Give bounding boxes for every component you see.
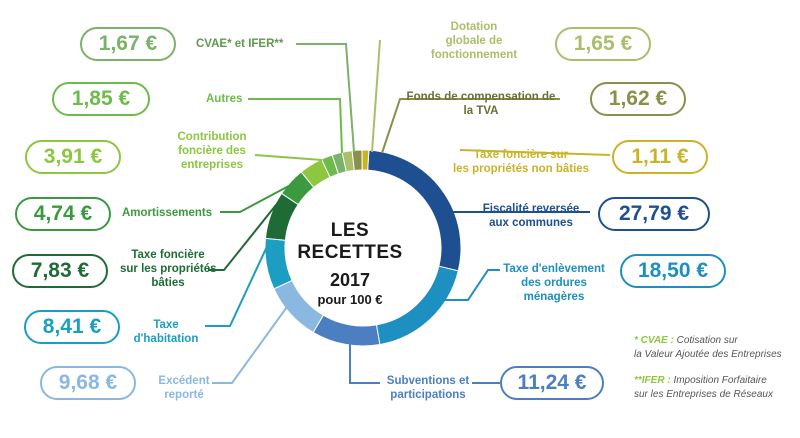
label-tfnb-line2: les propriétés non bâties: [452, 163, 590, 175]
footnote-ifer: [634, 374, 773, 402]
donut-slice-12: [362, 150, 369, 170]
value-pill-sub: 11,24 €: [500, 366, 604, 400]
label-exc-line2: reporté: [164, 389, 204, 401]
donut-center-text: [280, 220, 420, 308]
label-autres: Autres: [206, 93, 243, 105]
footnote-ifer-text2: sur les Entreprises de Réseaux: [634, 389, 773, 400]
leader-autres: [248, 99, 342, 153]
label-dgf-line2: globale de: [445, 35, 503, 47]
center-subtitle: pour 100 €: [317, 292, 383, 307]
footnote-cvae-text2: la Valeur Ajoutée des Entreprises: [634, 349, 782, 360]
label-cfe-line1: Contribution: [177, 131, 247, 143]
label-tfb-line2: sur les propriétés: [120, 263, 217, 275]
label-cfe-line3: entreprises: [180, 159, 243, 171]
label-teom: [494, 262, 614, 304]
value-pill-cvae: 1,67 €: [80, 27, 176, 61]
value-pill-fctva: 1,62 €: [590, 82, 686, 116]
value-pill-th: 8,41 €: [24, 310, 120, 344]
label-tfb-line1: Taxe foncière: [131, 249, 205, 261]
footnote-ifer-key: **IFER :: [634, 375, 671, 386]
label-teom-line2: des ordures: [521, 277, 587, 289]
label-fisc: [472, 202, 590, 230]
value-pill-teom: 18,50 €: [620, 254, 726, 288]
label-amort: Amortissements: [122, 207, 213, 219]
label-dgf-line1: Dotation: [450, 21, 498, 33]
value-pill-exc: 9,68 €: [40, 366, 136, 400]
label-fisc-line2: aux communes: [489, 217, 573, 229]
label-fctva-line2: la TVA: [463, 105, 499, 117]
label-fctva: [406, 90, 556, 118]
label-sub-line1: Subventions et: [386, 375, 470, 387]
value-pill-autres: 1,85 €: [52, 82, 150, 116]
label-th-line2: d'habitation: [133, 333, 199, 345]
footnote-cvae-key: * CVAE :: [634, 335, 674, 346]
value-pill-tfnb: 1,11 €: [612, 140, 708, 174]
label-sub-line2: participations: [390, 389, 466, 401]
label-dgf-line3: fonctionnement: [430, 49, 518, 61]
label-tfb-line3: bâties: [151, 277, 185, 289]
label-teom-line3: ménagères: [523, 291, 585, 303]
label-th-line1: Taxe: [153, 319, 179, 331]
label-th: [128, 318, 204, 346]
donut-slice-11: [352, 150, 362, 170]
label-exc: [146, 374, 222, 402]
label-tfnb-line1: Taxe foncière sur: [473, 149, 569, 161]
label-fisc-line1: Fiscalité reversée: [482, 203, 580, 215]
value-pill-dgf: 1,65 €: [555, 27, 651, 61]
leader-cfe: [255, 155, 322, 160]
leader-exc: [212, 300, 292, 383]
value-pill-fisc: 27,79 €: [598, 197, 710, 231]
value-pill-amort: 4,74 €: [15, 197, 111, 231]
label-sub: [380, 374, 476, 402]
value-pill-tfb: 7,83 €: [12, 254, 108, 288]
footnote-cvae-text1: Cotisation sur: [673, 335, 738, 346]
label-teom-line1: Taxe d'enlèvement: [503, 263, 605, 275]
footnote-cvae: [634, 334, 782, 362]
label-exc-line1: Excédent: [158, 375, 210, 387]
footnote-ifer-text1: Imposition Forfaitaire: [670, 375, 767, 386]
label-cfe: [168, 130, 256, 172]
value-pill-cfe: 3,91 €: [25, 140, 121, 174]
label-tfb: [120, 248, 216, 290]
center-title: LES RECETTES: [297, 220, 403, 263]
label-fctva-line1: Fonds de compensation de: [406, 91, 556, 103]
label-dgf: [418, 20, 530, 62]
label-cvae: CVAE* et IFER**: [196, 38, 284, 50]
label-cfe-line2: foncière des: [178, 145, 246, 157]
center-year: 2017: [329, 270, 371, 290]
label-tfnb: [446, 148, 596, 176]
leader-dgf: [372, 40, 380, 152]
donut-slice-2: [313, 315, 380, 346]
